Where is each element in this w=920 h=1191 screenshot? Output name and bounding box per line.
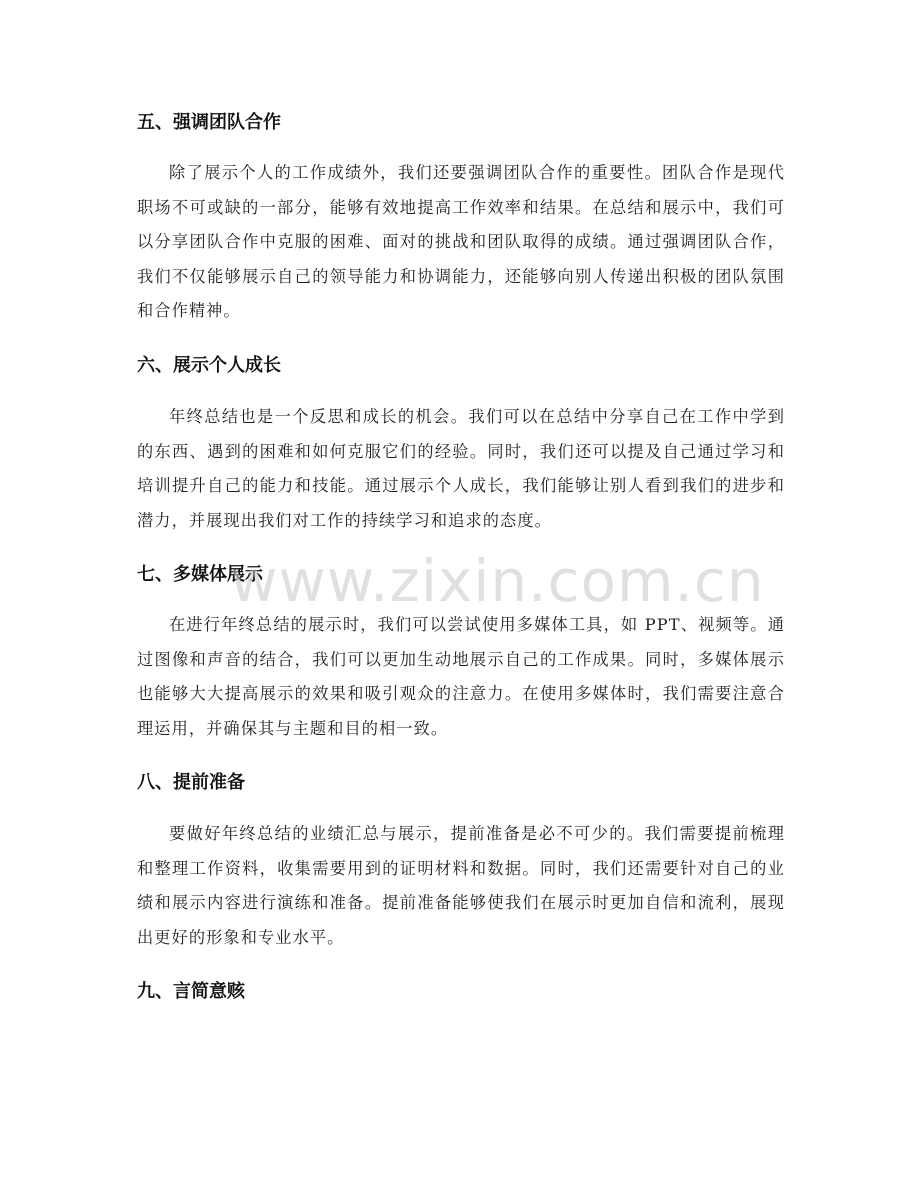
section-paragraph-8: 要做好年终总结的业绩汇总与展示，提前准备是必不可少的。我们需要提前梳理和整理工作资料，收集需要用到的证明材料和数据。同时，我们还需要针对自己的业绩和展示内容进行演练和准备。提前准备能够使我们在展示时更加自信和流利，展现出更好的形象和专业水平。 (137, 824, 785, 947)
section-heading-7: 七、多媒体展示 (137, 564, 263, 585)
section-heading-8: 八、提前准备 (137, 772, 245, 793)
watermark: www.zixin.com.cn (230, 547, 765, 615)
section-paragraph-6: 年终总结也是一个反思和成长的机会。我们可以在总结中分享自己在工作中学到的东西、遇到的困难和如何克服它们的经验。同时，我们还可以提及自己通过学习和培训提升自己的能力和技能。通过展示个人成长，我们能够让别人看到我们的进步和潜力，并展现出我们对工作的持续学习和追求的态度。 (137, 407, 785, 530)
section-heading-9: 九、言简意赅 (137, 981, 245, 1002)
section-paragraph-5: 除了展示个人的工作成绩外，我们还要强调团队合作的重要性。团队合作是现代职场不可或缺的一部分，能够有效地提高工作效率和结果。在总结和展示中，我们可以分享团队合作中克服的困难、面对的挑战和团队取得的成绩。通过强调团队合作，我们不仅能够展示自己的领导能力和协调能力，还能够向别人传递出积极的团队氛围和合作精神。 (137, 163, 785, 321)
section-paragraph-7: 在进行年终总结的展示时，我们可以尝试使用多媒体工具，如 PPT、视频等。通过图像和声音的结合，我们可以更加生动地展示自己的工作成果。同时，多媒体展示也能够大大提高展示的效果和吸引观众的注意力。在使用多媒体时，我们需要注意合理运用，并确保其与主题和目的相一致。 (137, 615, 785, 738)
section-heading-5: 五、强调团队合作 (137, 112, 281, 133)
section-heading-6: 六、展示个人成长 (137, 355, 281, 376)
